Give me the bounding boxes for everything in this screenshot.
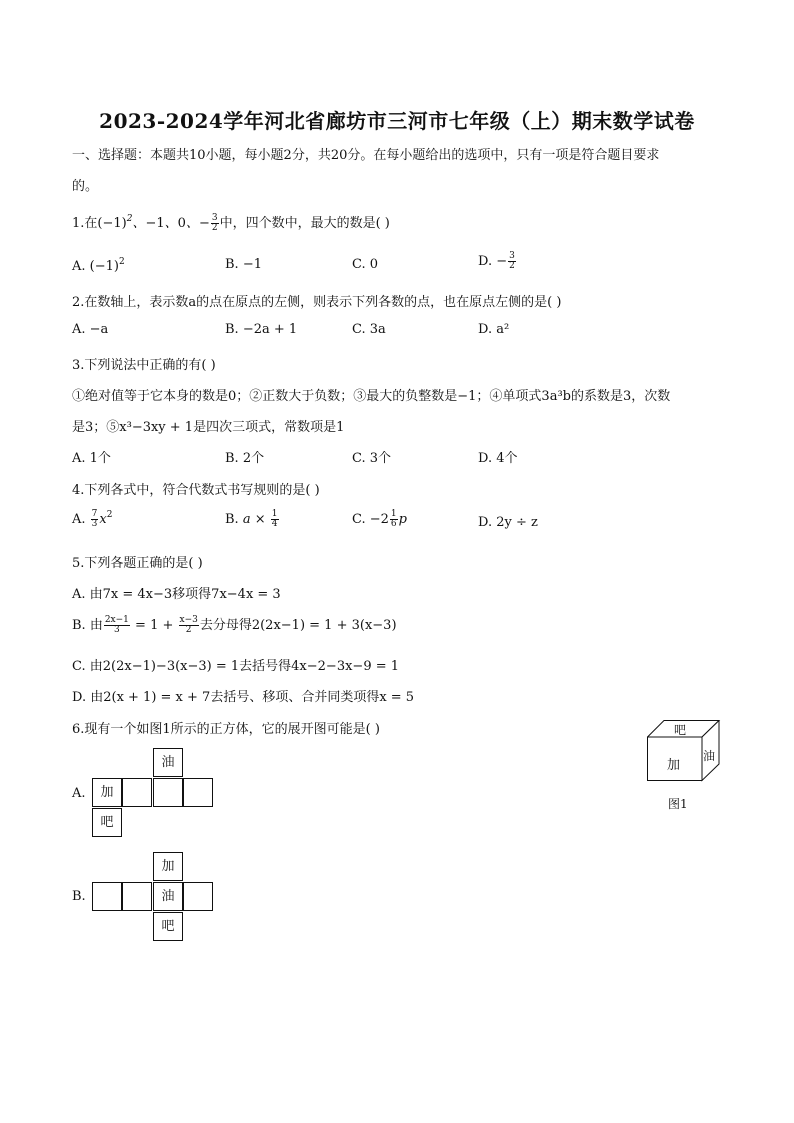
q3-option-d[interactable]: D. 4个 bbox=[478, 451, 518, 466]
q1-suffix: 中，四个数中，最大的数是( ) bbox=[219, 216, 390, 231]
question-1 bbox=[72, 212, 390, 233]
q1-option-a[interactable]: A. $(-1)^2$ bbox=[72, 257, 125, 274]
figure-caption: 图1 bbox=[668, 797, 688, 811]
q3-statements-line2: 是3；⑤x³−3xy + 1是四次三项式，常数项是1 bbox=[72, 420, 345, 435]
net-b-cell-1 bbox=[92, 882, 122, 911]
q1-option-c[interactable]: C. 0 bbox=[352, 257, 379, 272]
q2-option-a[interactable]: A. −a bbox=[72, 322, 109, 337]
question-4: 4.下列各式中，符合代数式书写规则的是( ) bbox=[72, 483, 320, 498]
section-header-line1: 一、选择题：本题共10小题，每小题2分，共20分。在每小题给出的选项中，只有一项是符合题目要求 bbox=[72, 148, 660, 163]
section-header bbox=[72, 140, 722, 202]
cube-side-label: 油 bbox=[703, 749, 716, 763]
net-a-cell-3 bbox=[153, 778, 183, 807]
q1-prefix: 1.在 bbox=[72, 216, 98, 231]
q4-option-b[interactable]: B. a × $\frac{1}{4}$ bbox=[225, 509, 278, 529]
cube-figure bbox=[647, 720, 723, 782]
q5-option-a[interactable]: A. 由7x = 4x−3移项得7x−4x = 3 bbox=[72, 587, 281, 602]
net-b-mid-cell: 油 bbox=[153, 882, 183, 911]
q1-numbers: $(-1)^2$、−1、0、− $\frac{3}{2}$ bbox=[97, 213, 218, 233]
net-b-cell-2 bbox=[122, 882, 152, 911]
q5-option-c[interactable]: C. 由2(2x−1)−3(x−3) = 1去括号得4x−2−3x−9 = 1 bbox=[72, 659, 400, 674]
q5-option-d[interactable]: D. 由2(x + 1) = x + 7去括号、移项、合并同类项得x = 5 bbox=[72, 690, 415, 705]
page-title: 2023-2024学年河北省廊坊市三河市七年级（上）期末数学试卷 bbox=[99, 109, 695, 133]
q4-option-a[interactable]: A. $\frac{7}{3}$ $x^2$ bbox=[72, 509, 113, 529]
q3-option-b[interactable]: B. 2个 bbox=[225, 451, 265, 466]
net-a-cell-2 bbox=[122, 778, 152, 807]
question-3: 3.下列说法中正确的有( ) bbox=[72, 358, 216, 373]
q6-option-b-net[interactable] bbox=[92, 852, 216, 944]
q1-option-d[interactable]: D. − $\frac{3}{2}$ bbox=[478, 251, 515, 271]
q5-option-b[interactable]: B. 由 $\frac{2x-1}{3}$ = 1 + $\frac{x-3}{2}$ 去分母得2(2x−1) = 1 + 3(x−3) bbox=[72, 615, 397, 635]
q4-option-d[interactable]: D. 2y ÷ z bbox=[478, 515, 538, 530]
q3-option-c[interactable]: C. 3个 bbox=[352, 451, 392, 466]
question-2: 2.在数轴上，表示数a的点在原点的左侧，则表示下列各数的点，也在原点左侧的是( ) bbox=[72, 295, 562, 310]
q2-option-c[interactable]: C. 3a bbox=[352, 322, 386, 337]
q1-option-b[interactable]: B. −1 bbox=[225, 257, 262, 272]
net-a-cell-4 bbox=[183, 778, 213, 807]
net-b-top-cell: 加 bbox=[153, 852, 183, 881]
cube-top-label: 吧 bbox=[674, 723, 687, 737]
net-a-cell-1: 加 bbox=[92, 778, 122, 807]
q3-option-a[interactable]: A. 1个 bbox=[72, 451, 111, 466]
net-b-bottom-cell: 吧 bbox=[153, 912, 183, 941]
cube-front-label: 加 bbox=[667, 758, 681, 773]
question-6: 6.现有一个如图1所示的正方体，它的展开图可能是( ) bbox=[72, 722, 380, 737]
question-5: 5.下列各题正确的是( ) bbox=[72, 556, 203, 571]
q3-statements-line1: ①绝对值等于它本身的数是0；②正数大于负数；③最大的负整数是−1；④单项式3a³b的系数是3，次数 bbox=[72, 389, 671, 404]
q4-option-c[interactable]: C. −2 $\frac{1}{6}$ p bbox=[352, 509, 407, 529]
q6-option-a-label[interactable]: A. bbox=[72, 786, 86, 801]
net-b-cell-4 bbox=[183, 882, 213, 911]
q2-option-d[interactable]: D. a² bbox=[478, 322, 510, 337]
q2-option-b[interactable]: B. −2a + 1 bbox=[225, 322, 298, 337]
q6-option-b-label[interactable]: B. bbox=[72, 889, 86, 904]
section-header-line2: 的。 bbox=[72, 179, 99, 194]
net-a-top-cell: 油 bbox=[153, 748, 183, 777]
q6-option-a-net[interactable] bbox=[92, 748, 216, 840]
net-a-bottom-cell: 吧 bbox=[92, 808, 122, 837]
